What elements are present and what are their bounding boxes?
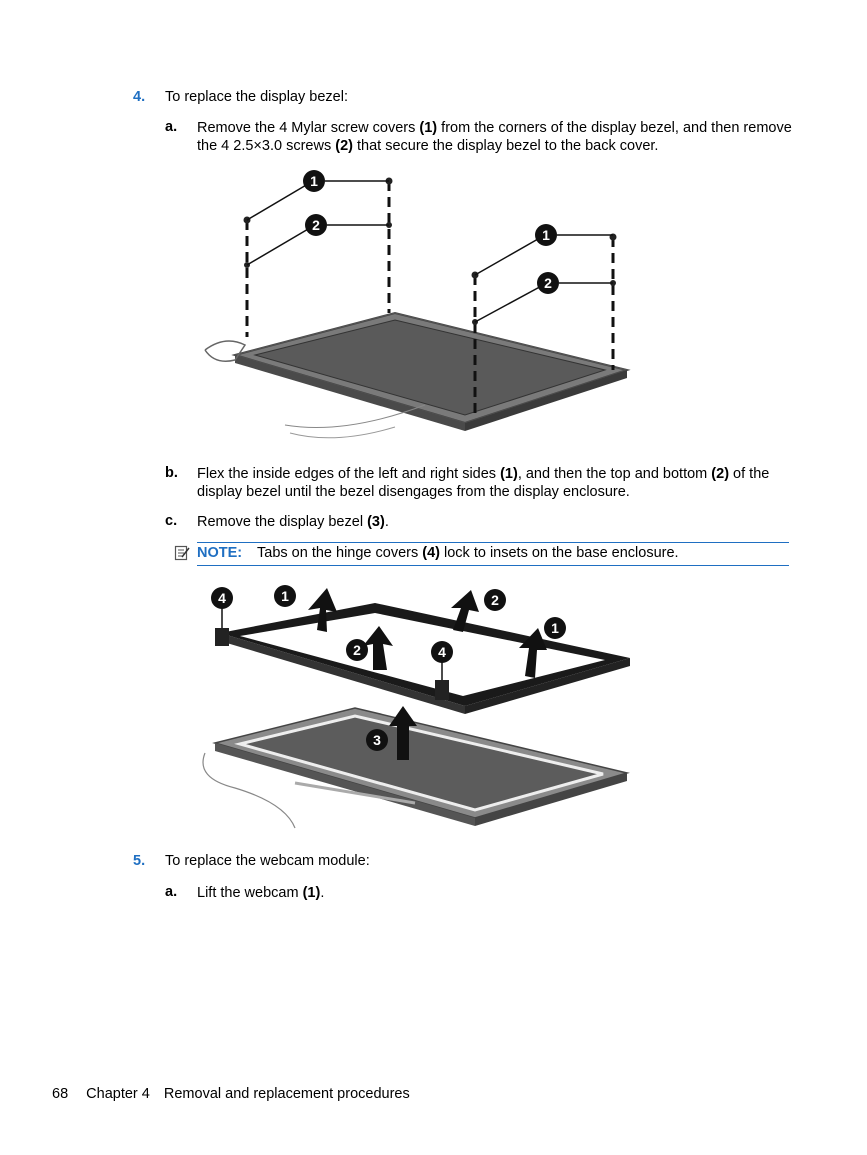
callout-label: 4 [218,590,226,606]
step-4b-text [197,465,797,501]
step-4-number: 4. [133,89,146,105]
figure-bezel-screws [195,165,640,450]
callout-label: 3 [373,732,381,748]
callout-label: 1 [310,173,318,189]
step-4-text: To replace the display bezel: [165,89,348,105]
bezel-frame-illustration [215,603,630,714]
text-run: . [320,885,325,901]
callout-3 [366,729,388,751]
callout-ref: (1) [419,120,438,136]
step-4a-text [197,119,797,155]
callout-2-right [537,272,559,294]
callout-label: 4 [438,644,446,660]
callout-1-top-left [303,170,325,192]
callout-4-left [211,587,233,628]
step-4c-letter: c. [165,513,178,529]
callout-ref: (3) [367,514,385,530]
note-label: NOTE: [197,545,243,561]
figure-bezel-removal [195,578,640,840]
note-text [257,545,679,561]
callout-2-top-left [305,214,327,236]
callout-ref: (2) [711,466,730,482]
text-run: that secure the display bezel to the back cover. [352,138,659,154]
step-4b-letter: b. [165,465,178,481]
text-run: Remove the 4 Mylar screw covers [197,120,420,136]
callout-1-right [544,617,566,639]
text-run: , and then the top and bottom [517,466,712,482]
callout-label: 1 [551,620,559,636]
callout-label: 2 [491,592,499,608]
text-run: Remove the display bezel [197,514,368,530]
step-5a-text [197,884,797,902]
callout-leaders [247,181,613,322]
callout-1-left [274,585,296,607]
footer-chapter: Chapter 4 [86,1086,150,1102]
callout-2-top-right [484,589,506,611]
page-number: 68 [52,1086,69,1102]
step-5-number: 5. [133,853,146,869]
callout-2-center [346,639,368,661]
screws [244,178,617,326]
footer-title: Removal and replacement procedures [163,1086,410,1102]
text-run: . [384,514,389,530]
callout-label: 2 [353,642,361,658]
callout-label: 2 [312,217,320,233]
note-box [197,542,789,566]
step-4c-text [197,513,797,531]
callout-ref: (4) [422,545,440,561]
callout-1-right [535,224,557,246]
callout-ref: (2) [335,138,353,154]
step-4a-letter: a. [165,119,178,135]
page-footer [52,1086,410,1102]
text-run: Tabs on the hinge covers [257,545,423,561]
callout-ref: (1) [302,885,321,901]
text-run: of the display bezel until the bezel disengages from the display enclosure. [197,466,770,500]
step-5a-letter: a. [165,884,178,900]
text-run: Flex the inside edges of the left and right sides [197,466,501,482]
text-run: from the corners of the display bezel, and then remove the 4 2.5×3.0 screws [197,120,792,154]
callout-ref: (1) [500,466,518,482]
callout-label: 2 [544,275,552,291]
step-5-text: To replace the webcam module: [165,853,370,869]
display-back-cover-illustration [205,313,627,438]
text-run: Lift the webcam [197,885,303,901]
note-icon [174,545,190,561]
text-run: lock to insets on the base enclosure. [439,545,679,561]
callout-label: 1 [281,588,289,604]
callout-label: 1 [542,227,550,243]
